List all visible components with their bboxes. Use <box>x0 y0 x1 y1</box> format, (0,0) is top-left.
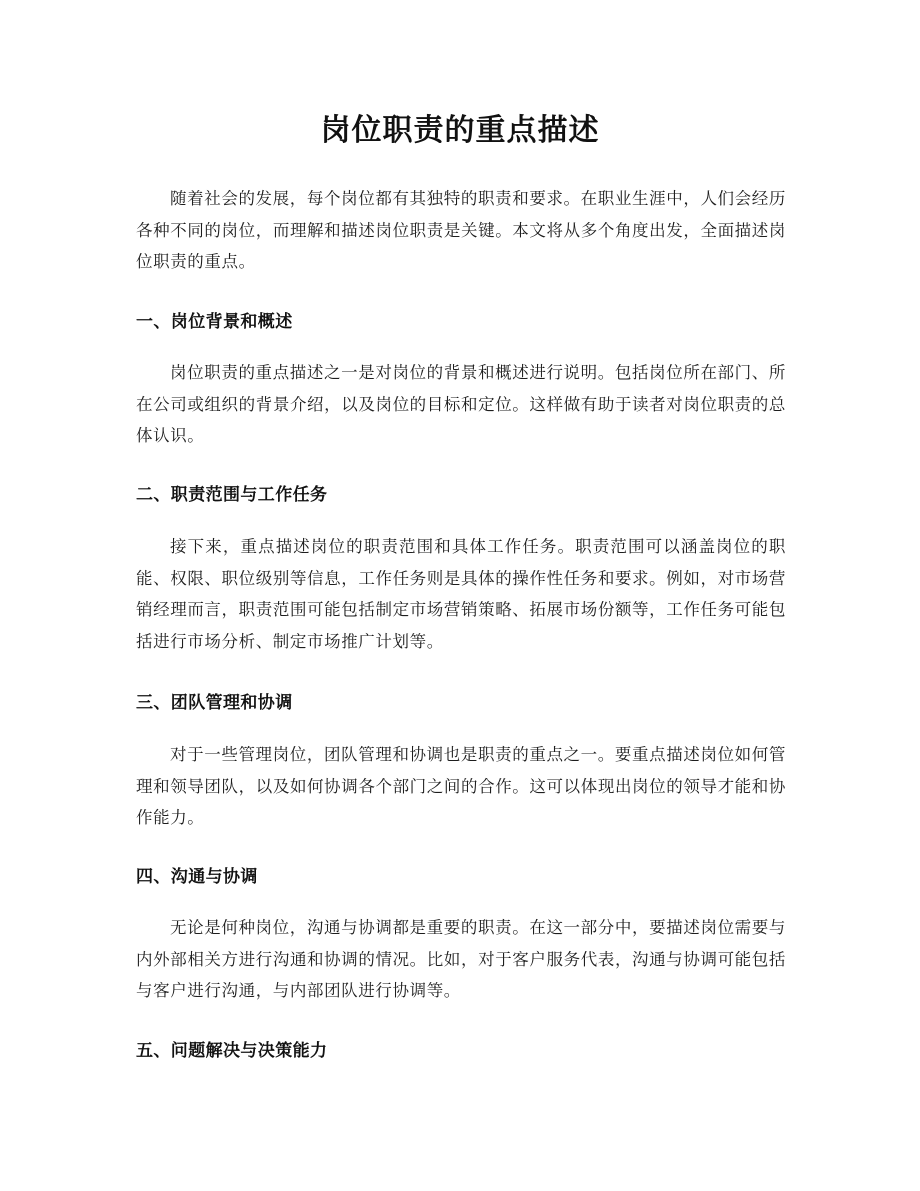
section-body-4: 无论是何种岗位，沟通与协调都是重要的职责。在这一部分中，要描述岗位需要与内外部相关方进行沟通和协调的情况。比如，对于客户服务代表，沟通与协调可能包括与客户进行沟通，与内部团队进行协调等。 <box>136 918 786 1000</box>
section-body-2: 接下来，重点描述岗位的职责范围和具体工作任务。职责范围可以涵盖岗位的职能、权限、职位级别等信息，工作任务则是具体的操作性任务和要求。例如，对市场营销经理而言，职责范围可能包括制定市场营销策略、拓展市场份额等，工作任务可能包括进行市场分析、制定市场推广计划等。 <box>136 537 786 651</box>
intro-paragraph: 随着社会的发展，每个岗位都有其独特的职责和要求。在职业生涯中，人们会经历各种不同的岗位，而理解和描述岗位职责是关键。本文将从多个角度出发，全面描述岗位职责的重点。 <box>136 189 786 271</box>
section-heading-1: 一、岗位背景和概述 <box>136 312 293 332</box>
section-body-1: 岗位职责的重点描述之一是对岗位的背景和概述进行说明。包括岗位所在部门、所在公司或组织的背景介绍，以及岗位的目标和定位。这样做有助于读者对岗位职责的总体认识。 <box>136 363 786 445</box>
section-heading-5: 五、问题解决与决策能力 <box>136 1041 328 1061</box>
section-heading-3: 三、团队管理和协调 <box>136 693 293 713</box>
section-heading-4: 四、沟通与协调 <box>136 867 258 887</box>
page-title: 岗位职责的重点描述 <box>320 113 600 148</box>
section-heading-2: 二、职责范围与工作任务 <box>136 485 328 505</box>
section-body-3: 对于一些管理岗位，团队管理和协调也是职责的重点之一。要重点描述岗位如何管理和领导团队，以及如何协调各个部门之间的合作。这可以体现出岗位的领导才能和协作能力。 <box>136 745 786 827</box>
